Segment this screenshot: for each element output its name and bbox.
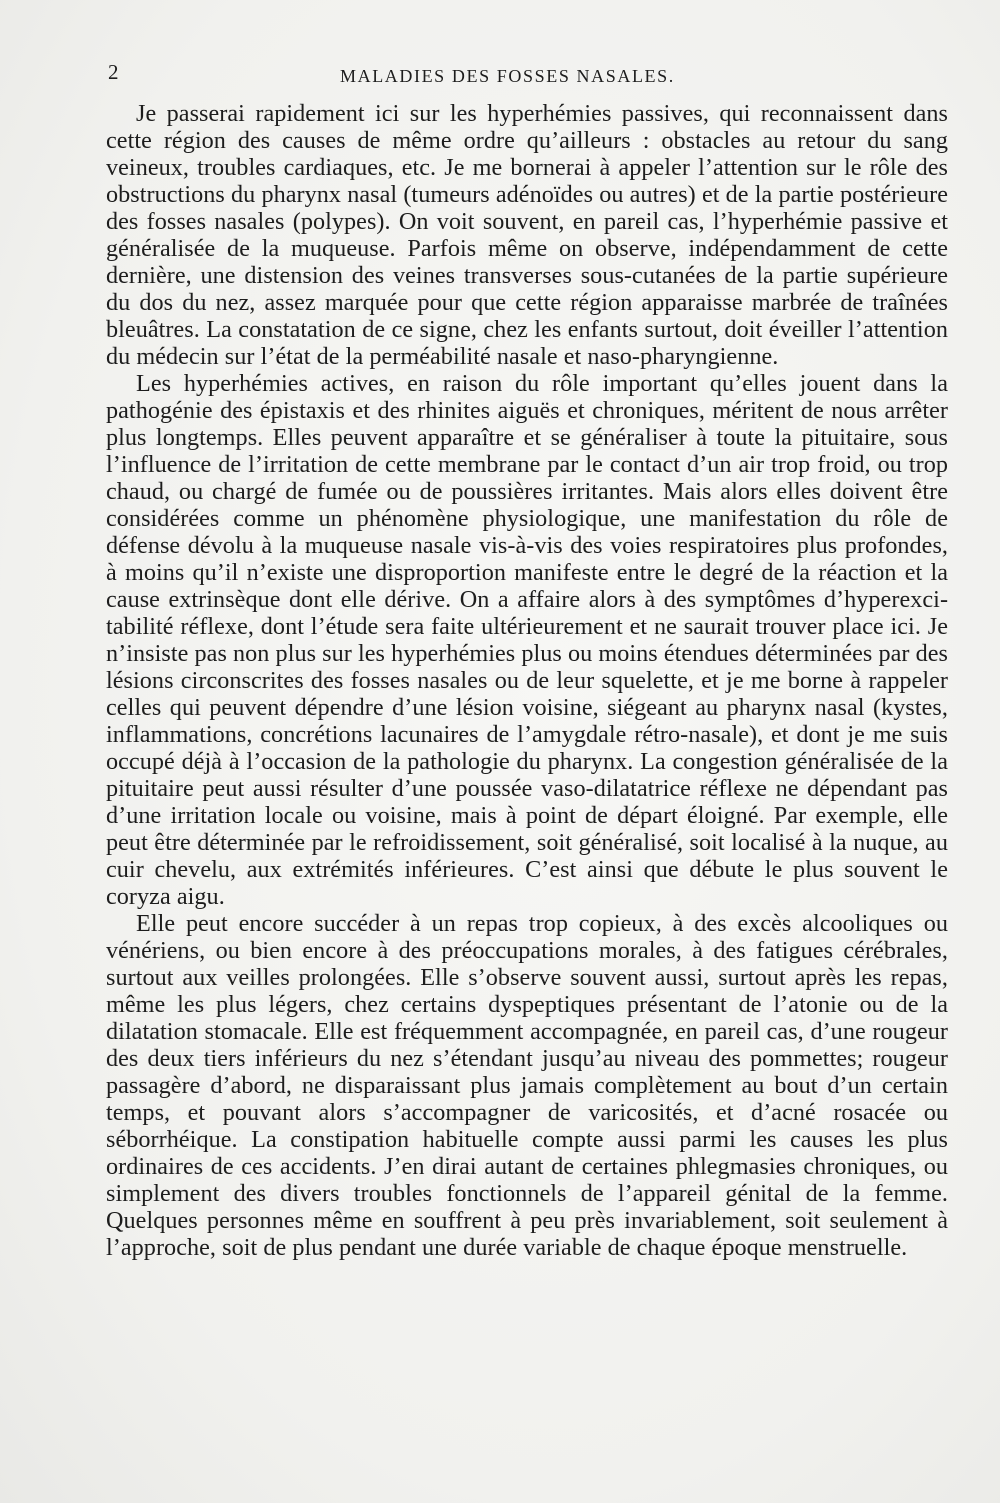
paragraph: Je passerai rapidement ici sur les hyperhémies passives, qui reconnaissent dans cette région des causes de même ordre qu’ailleurs : obstacles au retour du sang veineux, troubles cardiaques, etc. Je me bornerai à appeler l’attention sur le rôle des obstructions du pharynx nasal (tumeurs adénoïdes ou autres) et de la partie postérieure des fosses nasales (polypes). On voit souvent, en pareil cas, l’hyperhémie passive et généralisée de la muqueuse. Parfois même on observe, indépendamment de cette dernière, une distension des veines transverses sous-cutanées de la partie supérieure du dos du nez, assez marquée pour que cette région apparaisse marbrée de traînées bleuâtres. La constatation de ce signe, chez les enfants surtout, doit éveiller l’attention du médecin sur l’état de la perméabilité nasale et naso-pharyngienne.	[106, 100, 948, 370]
page-header	[108, 56, 948, 96]
running-title: MALADIES DES FOSSES NASALES.	[340, 66, 675, 86]
body-text	[106, 100, 948, 1261]
paragraph: Les hyperhémies actives, en raison du rôle important qu’elles jouent dans la pathogénie des épistaxis et des rhinites aiguës et chroniques, méritent de nous arrêter plus longtemps. Elles peuvent apparaître et se généraliser à toute la pituitaire, sous l’influence de l’irritation de cette membrane par le contact d’un air trop froid, ou trop chaud, ou chargé de fumée ou de poussières irritantes. Mais alors elles doivent être considérées comme un phénomène physiologique, une manifestation du rôle de défense dévolu à la muqueuse nasale vis-à-vis des voies respiratoires plus profondes, à moins qu’il n’existe une disproportion manifeste entre le degré de la réaction et la cause extrinsèque dont elle dérive. On a affaire alors à des symptômes d’hyperexcitabilité réflexe, dont l’étude sera faite ultérieurement et ne saurait trouver place ici. Je n’insiste pas non plus sur les hyperhémies plus ou moins étendues déterminées par des lésions circonscrites des fosses nasales ou de leur squelette, et je me borne à rappeler celles qui peuvent dépendre d’une lésion voisine, siégeant au pharynx nasal (kystes, inflammations, concrétions lacunaires de l’amygdale rétro-nasale), et dont je me suis occupé déjà à l’occasion de la pathologie du pharynx. La congestion généralisée de la pituitaire peut aussi résulter d’une poussée vaso-dilatatrice réflexe ne dépendant pas d’une irritation locale ou voisine, mais à point de départ éloigné. Par exemple, elle peut être déterminée par le refroidissement, soit généralisé, soit localisé à la nuque, au cuir chevelu, aux extrémités inférieures. C’est ainsi que débute le plus souvent le coryza aigu.	[106, 370, 948, 910]
paragraph: Elle peut encore succéder à un repas trop copieux, à des excès alcooliques ou vénériens, ou bien encore à des préoccupations morales, à des fatigues cérébrales, surtout aux veilles prolongées. Elle s’observe souvent aussi, surtout après les repas, même les plus légers, chez certains dyspeptiques présentant de l’atonie ou de la dilatation stomacale. Elle est fréquemment accompagnée, en pareil cas, d’une rougeur des deux tiers inférieurs du nez s’étendant jusqu’au niveau des pommettes; rougeur passagère d’abord, ne disparaissant plus jamais complètement au bout d’un certain temps, et pouvant alors s’accompagner de varicosités, et d’acné rosacée ou séborrhéique. La constipation habituelle compte aussi parmi les causes les plus ordinaires de ces accidents. J’en dirai autant de certaines phlegmasies chroniques, ou simplement des divers troubles fonctionnels de l’appareil génital de la femme. Quelques personnes même en souffrent à peu près invariablement, soit seulement à l’approche, soit de plus pendant une durée variable de chaque époque menstruelle.	[106, 910, 948, 1261]
page-number: 2	[108, 60, 119, 84]
